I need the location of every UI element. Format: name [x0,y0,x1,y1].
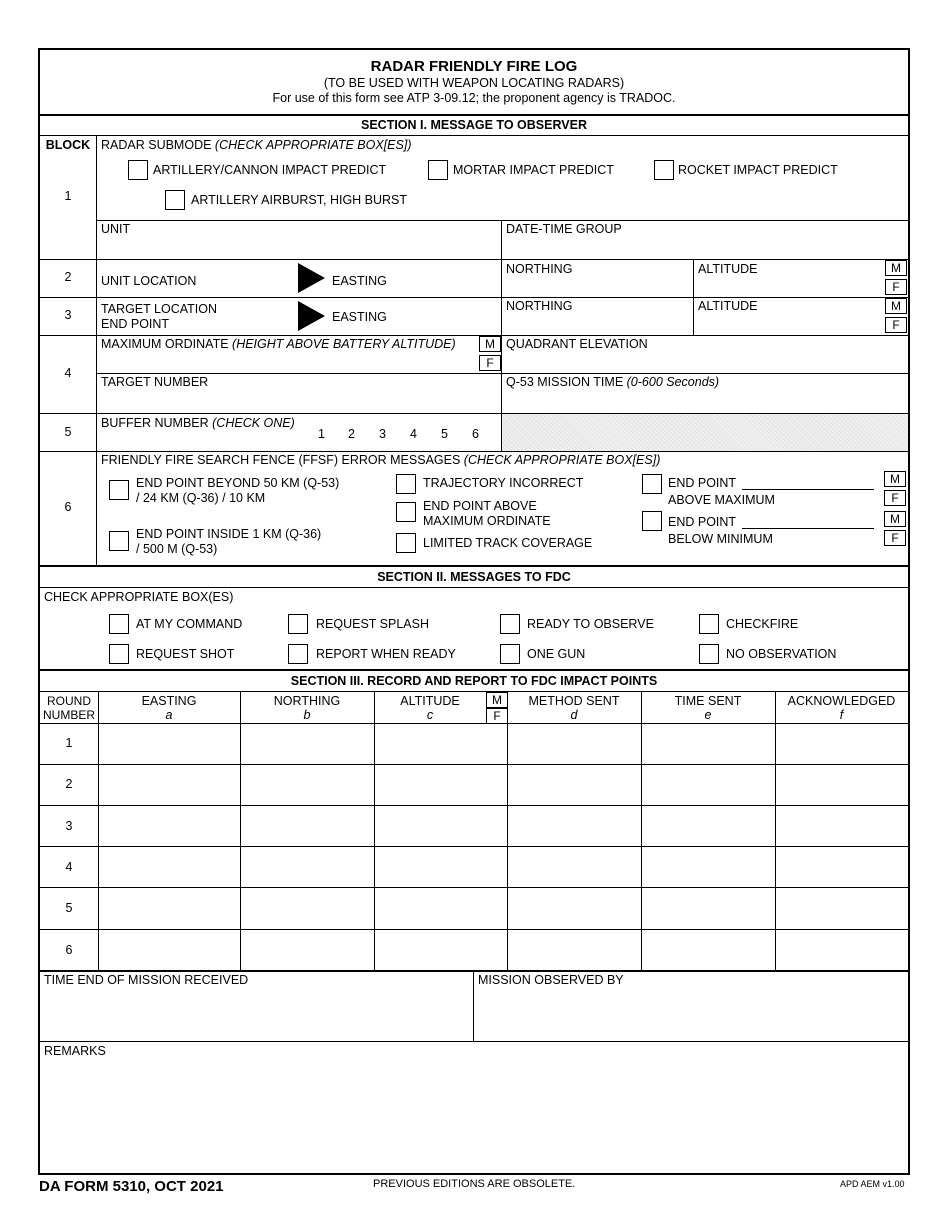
radar-submode-label: RADAR SUBMODE (CHECK APPROPRIATE BOX[ES]) [101,138,412,152]
request-splash-label: REQUEST SPLASH [316,617,430,631]
ffsf-limited-checkbox[interactable] [396,533,416,553]
divider [40,587,908,588]
divider [40,297,908,298]
divider [40,887,908,888]
mission-observed-by-label: MISSION OBSERVED BY [478,973,624,987]
divider [40,259,908,260]
date-time-group-label: DATE-TIME GROUP [506,222,622,236]
divider [96,373,908,374]
ffsf-ep-below-line[interactable] [742,528,874,529]
form-frame [38,48,910,1175]
meters-unit-box[interactable]: M [479,336,501,352]
table-row-number: 1 [65,736,73,750]
ffsf-limited-label: LIMITED TRACK COVERAGE [423,536,593,550]
ffsf-ep-below-label-2: BELOW MINIMUM [668,532,773,546]
ffsf-above-mo-checkbox[interactable] [396,502,416,522]
block-number: 6 [64,500,72,514]
column-header-altitude: ALTITUDE c [400,694,460,722]
divider [473,971,474,1041]
altitude-label: ALTITUDE [698,262,758,276]
block-label: BLOCK [45,138,91,152]
column-header-acknowledged: ACKNOWLEDGED f [787,694,896,722]
buffer-number-label: BUFFER NUMBER (CHECK ONE) [101,416,295,430]
airburst-label: ARTILLERY AIRBURST, HIGH BURST [191,193,408,207]
divider [40,723,908,724]
divider [40,691,908,692]
northing-label: NORTHING [506,299,573,313]
max-ordinate-label: MAXIMUM ORDINATE (HEIGHT ABOVE BATTERY ALTITUDE) [101,337,456,351]
table-row-number: 6 [65,943,73,957]
easting-label: EASTING [332,310,387,324]
divider [40,846,908,847]
request-shot-label: REQUEST SHOT [136,647,235,661]
ffsf-ep-above-line[interactable] [742,489,874,490]
feet-unit-box[interactable]: F [884,490,906,506]
meters-unit-box[interactable]: M [885,260,907,276]
table-row-number: 2 [65,777,73,791]
divider [40,565,908,567]
version-label: APD AEM v1.00 [840,1179,905,1189]
ffsf-trajectory-label: TRAJECTORY INCORRECT [423,476,584,490]
block-number: 3 [64,308,72,322]
one-gun-checkbox[interactable] [500,644,520,664]
divider [501,335,502,413]
ready-to-observe-label: READY TO OBSERVE [527,617,654,631]
quadrant-elevation-label: QUADRANT ELEVATION [506,337,648,351]
feet-unit-box[interactable]: F [479,355,501,371]
divider [501,259,502,297]
request-splash-checkbox[interactable] [288,614,308,634]
divider [40,805,908,806]
mortar-checkbox[interactable] [428,160,448,180]
divider [693,259,694,297]
checkfire-label: CHECKFIRE [726,617,799,631]
end-point-label: END POINT [101,317,170,331]
buffer-option[interactable]: 3 [379,427,386,441]
divider [40,970,908,972]
shaded-area [502,414,908,451]
feet-unit-box[interactable]: F [885,279,907,295]
ffsf-inside-label: END POINT INSIDE 1 KM (Q-36) [136,527,322,541]
divider [40,764,908,765]
ffsf-beyond-label-2: / 24 KM (Q-36) / 10 KM [136,491,266,505]
divider [96,220,908,221]
buffer-option[interactable]: 4 [410,427,417,441]
ffsf-inside-checkbox[interactable] [109,531,129,551]
ffsf-ep-below-label: END POINT [668,515,737,529]
remarks-label: REMARKS [44,1044,106,1058]
ffsf-beyond-label: END POINT BEYOND 50 KM (Q-53) [136,476,340,490]
report-when-ready-label: REPORT WHEN READY [316,647,456,661]
block-number: 5 [64,425,72,439]
artillery-cannon-checkbox[interactable] [128,160,148,180]
ffsf-ep-above-label: END POINT [668,476,737,490]
table-row-number: 4 [65,860,73,874]
target-location-label: TARGET LOCATION [101,302,217,316]
buffer-option[interactable]: 6 [472,427,479,441]
column-header-easting: EASTING a [141,694,197,722]
ready-to-observe-checkbox[interactable] [500,614,520,634]
report-when-ready-checkbox[interactable] [288,644,308,664]
ffsf-ep-above-checkbox[interactable] [642,474,662,494]
column-header-method-sent: METHOD SENT d [528,694,620,722]
meters-unit-box[interactable]: M [486,692,508,708]
block-number: 4 [64,366,72,380]
ffsf-trajectory-checkbox[interactable] [396,474,416,494]
divider [40,1041,908,1042]
rocket-checkbox[interactable] [654,160,674,180]
buffer-option[interactable]: 5 [441,427,448,441]
buffer-option[interactable]: 1 [318,427,325,441]
no-observation-checkbox[interactable] [699,644,719,664]
ffsf-ep-below-checkbox[interactable] [642,511,662,531]
no-observation-label: NO OBSERVATION [726,647,837,661]
divider [40,451,908,452]
ffsf-ep-above-label-2: ABOVE MAXIMUM [668,493,775,507]
section2-title: SECTION II. MESSAGES TO FDC [377,570,571,584]
q53-mission-time-label: Q-53 MISSION TIME (0-600 Seconds) [506,375,720,389]
ffsf-above-mo-label: END POINT ABOVE [423,499,537,513]
block-number: 2 [64,270,72,284]
divider [501,297,502,335]
target-number-label: TARGET NUMBER [101,375,209,389]
northing-label: NORTHING [506,262,573,276]
at-my-command-checkbox[interactable] [109,614,129,634]
divider [40,669,908,671]
checkfire-checkbox[interactable] [699,614,719,634]
feet-unit-box[interactable]: F [884,530,906,546]
arrow-icon [298,263,325,293]
divider [40,114,908,116]
column-header-northing: NORTHING b [273,694,341,722]
meters-unit-box[interactable]: M [885,298,907,314]
unit-label: UNIT [101,222,131,236]
artillery-cannon-label: ARTILLERY/CANNON IMPACT PREDICT [153,163,387,177]
divider [40,335,908,336]
column-header-round: ROUND NUMBER [42,694,95,722]
meters-unit-box[interactable]: M [884,471,906,487]
at-my-command-label: AT MY COMMAND [136,617,243,631]
ffsf-above-mo-label-2: MAXIMUM ORDINATE [423,514,551,528]
form-id: DA FORM 5310, OCT 2021 [39,1178,224,1195]
rocket-label: ROCKET IMPACT PREDICT [678,163,838,177]
section3-title: SECTION III. RECORD AND REPORT TO FDC IMPACT POINTS [290,674,658,688]
feet-unit-box[interactable]: F [486,708,508,724]
form-title: RADAR FRIENDLY FIRE LOG [370,58,578,75]
ffsf-beyond-checkbox[interactable] [109,480,129,500]
check-boxes-label: CHECK APPROPRIATE BOX(ES) [44,590,234,604]
divider [40,135,908,136]
table-row-number: 5 [65,901,73,915]
ffsf-inside-label-2: / 500 M (Q-53) [136,542,218,556]
obsolete-notice: PREVIOUS EDITIONS ARE OBSOLETE. [373,1178,576,1190]
divider [693,297,694,335]
arrow-icon [298,301,325,331]
airburst-checkbox[interactable] [165,190,185,210]
ffsf-label: FRIENDLY FIRE SEARCH FENCE (FFSF) ERROR MESSAGES (CHECK APPROPRIATE BOX[ES]) [101,453,661,467]
section1-title: SECTION I. MESSAGE TO OBSERVER [361,118,587,132]
buffer-option[interactable]: 2 [348,427,355,441]
divider [40,929,908,930]
divider [501,220,502,259]
block-number: 1 [64,189,72,203]
unit-location-label: UNIT LOCATION [101,274,197,288]
request-shot-checkbox[interactable] [109,644,129,664]
feet-unit-box[interactable]: F [885,317,907,333]
altitude-label: ALTITUDE [698,299,758,313]
meters-unit-box[interactable]: M [884,511,906,527]
time-end-of-mission-label: TIME END OF MISSION RECEIVED [44,973,249,987]
form-subtitle: (TO BE USED WITH WEAPON LOCATING RADARS) [323,76,625,90]
block-column-divider [96,135,97,565]
one-gun-label: ONE GUN [527,647,586,661]
column-header-time-sent: TIME SENT e [674,694,742,722]
table-row-number: 3 [65,819,73,833]
easting-label: EASTING [332,274,387,288]
form-usage: For use of this form see ATP 3-09.12; the proponent agency is TRADOC. [272,91,676,105]
mortar-label: MORTAR IMPACT PREDICT [453,163,614,177]
